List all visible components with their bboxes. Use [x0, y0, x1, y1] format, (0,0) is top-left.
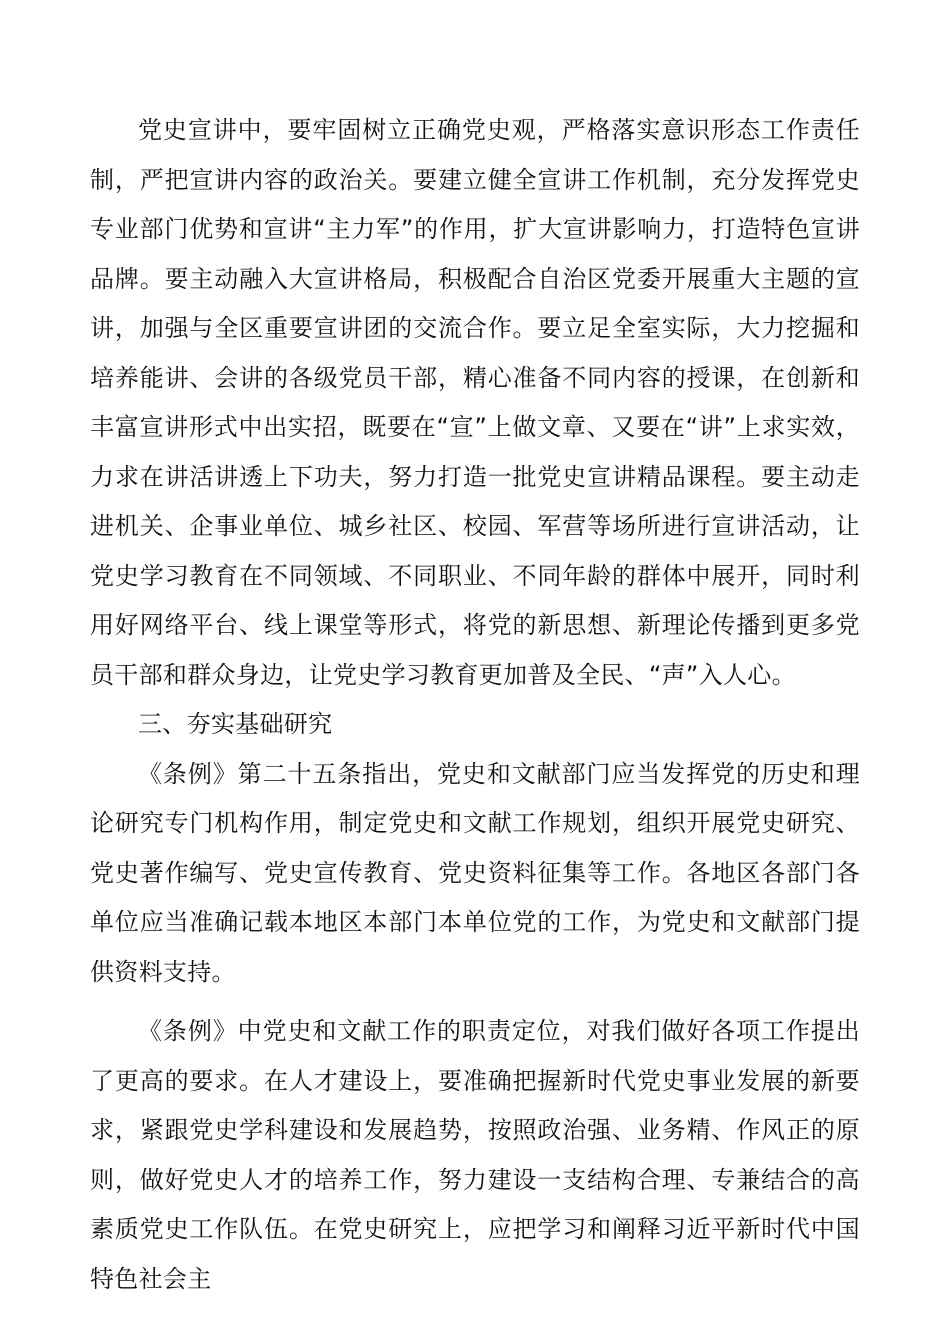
paragraph-article-25: 《条例》第二十五条指出，党史和文献部门应当发挥党的历史和理论研究专门机构作用，制定党史和文献工作规划，组织开展党史研究、党史著作编写、党史宣传教育、党史资料征集等工作。各地区各部门各单位应当准确记载本地区本部门本单位党的工作，为党史和文献部门提供资料支持。 — [90, 759, 860, 986]
section-heading-research: 三、夯实基础研究 — [138, 710, 333, 738]
paragraph-duties: 《条例》中党史和文献工作的职责定位，对我们做好各项工作提出了更高的要求。在人才建设上，要准确把握新时代党史事业发展的新要求，紧跟党史学科建设和发展趋势，按照政治强、业务精、作风正的原则，做好党史人才的培养工作，努力建设一支结构合理、专兼结合的高素质党史工作队伍。在党史研究上，应把学习和阐释习近平新时代中国特色社会主 — [90, 1017, 860, 1293]
paragraph-propaganda: 党史宣讲中，要牢固树立正确党史观，严格落实意识形态工作责任制，严把宣讲内容的政治关。要建立健全宣讲工作机制，充分发挥党史专业部门优势和宣讲“主力军”的作用，扩大宣讲影响力，打造特色宣讲品牌。要主动融入大宣讲格局，积极配合自治区党委开展重大主题的宣讲，加强与全区重要宣讲团的交流合作。要立足全室实际，大力挖掘和培养能讲、会讲的各级党员干部，精心准备不同内容的授课，在创新和丰富宣讲形式中出实招，既要在“宣”上做文章、又要在“讲”上求实效，力求在讲活讲透上下功夫，努力打造一批党史宣讲精品课程。要主动走进机关、企事业单位、城乡社区、校园、军营等场所进行宣讲活动，让党史学习教育在不同领域、不同职业、不同年龄的群体中展开，同时利用好网络平台、线上课堂等形式，将党的新思想、新理论传播到更多党员干部和群众身边，让党史学习教育更加普及全民、“声”入人心。 — [90, 116, 860, 689]
document-body — [90, 106, 860, 1304]
